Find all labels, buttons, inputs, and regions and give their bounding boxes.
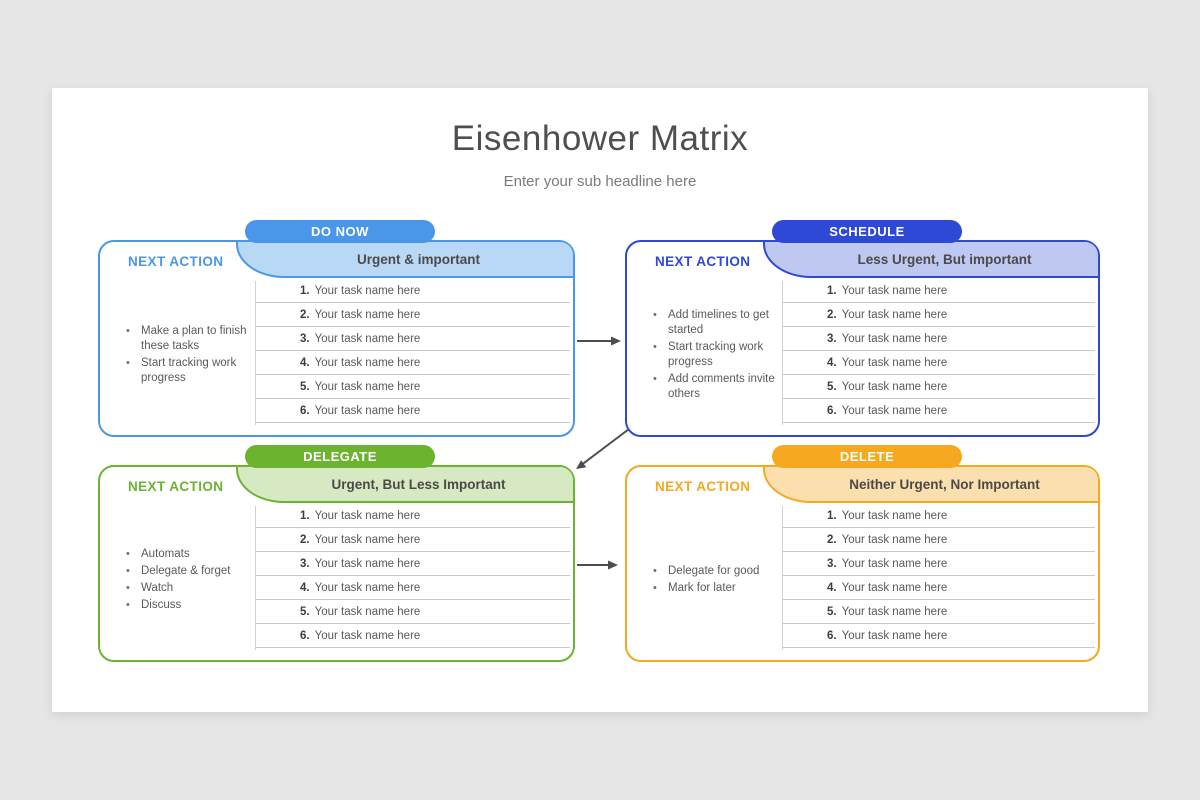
- slide: [52, 88, 1148, 712]
- task-text: Your task name here: [841, 509, 948, 522]
- task-number: 2.: [827, 533, 837, 546]
- bullet-item: • Discuss: [124, 598, 248, 613]
- task-number: 4.: [827, 356, 837, 369]
- task-row: [783, 600, 1095, 624]
- task-number: 4.: [300, 356, 310, 369]
- task-text: Your task name here: [841, 581, 948, 594]
- bullet-item: • Watch: [124, 581, 248, 596]
- task-text: Your task name here: [314, 533, 421, 546]
- task-text: Your task name here: [314, 557, 421, 570]
- task-number: 4.: [300, 581, 310, 594]
- task-list: [256, 504, 570, 648]
- task-text: Your task name here: [314, 356, 421, 369]
- bullet-item: • Add timelines to get started: [651, 308, 775, 338]
- task-text: Your task name here: [314, 332, 421, 345]
- task-number: 2.: [300, 533, 310, 546]
- task-text: Your task name here: [841, 308, 948, 321]
- next-action-label: NEXT ACTION: [128, 254, 224, 269]
- task-row: [783, 528, 1095, 552]
- quadrant-delete: [625, 449, 1100, 662]
- task-number: 5.: [300, 605, 310, 618]
- task-text: Your task name here: [314, 308, 421, 321]
- task-row: [256, 279, 570, 303]
- task-row: [783, 303, 1095, 327]
- task-text: Your task name here: [841, 605, 948, 618]
- task-number: 6.: [300, 404, 310, 417]
- task-text: Your task name here: [314, 380, 421, 393]
- bullet-item: • Automats: [124, 547, 248, 562]
- task-number: 5.: [827, 605, 837, 618]
- task-row: [256, 504, 570, 528]
- quadrant-tab-do-now: DO NOW: [245, 220, 435, 243]
- task-number: 5.: [827, 380, 837, 393]
- task-row: [783, 327, 1095, 351]
- task-row: [783, 624, 1095, 648]
- task-text: Your task name here: [314, 284, 421, 297]
- quadrant-header-delegate: Urgent, But Less Important: [236, 467, 573, 503]
- task-number: 1.: [300, 509, 310, 522]
- arrow-do-now-to-schedule-icon: [577, 337, 621, 346]
- task-number: 1.: [827, 284, 837, 297]
- task-row: [256, 303, 570, 327]
- task-text: Your task name here: [314, 404, 421, 417]
- next-action-list: [124, 282, 248, 427]
- task-row: [256, 576, 570, 600]
- next-action-label: NEXT ACTION: [128, 479, 224, 494]
- task-number: 2.: [827, 308, 837, 321]
- task-row: [256, 399, 570, 423]
- task-text: Your task name here: [841, 380, 948, 393]
- task-text: Your task name here: [314, 605, 421, 618]
- task-row: [783, 504, 1095, 528]
- task-row: [256, 552, 570, 576]
- task-row: [256, 351, 570, 375]
- task-row: [783, 375, 1095, 399]
- quadrant-schedule: [625, 224, 1100, 437]
- task-row: [783, 576, 1095, 600]
- quadrant-header-do-now: Urgent & important: [236, 242, 573, 278]
- task-number: 1.: [300, 284, 310, 297]
- quadrant-tab-delegate: DELEGATE: [245, 445, 435, 468]
- task-row: [783, 399, 1095, 423]
- next-action-list: [124, 507, 248, 652]
- task-number: 3.: [300, 332, 310, 345]
- next-action-list: [651, 507, 775, 652]
- bullet-item: • Delegate & forget: [124, 564, 248, 579]
- task-text: Your task name here: [314, 509, 421, 522]
- task-text: Your task name here: [314, 581, 421, 594]
- quadrant-tab-delete: DELETE: [772, 445, 962, 468]
- task-text: Your task name here: [314, 629, 421, 642]
- task-list: [256, 279, 570, 423]
- task-list: [783, 279, 1095, 423]
- task-number: 2.: [300, 308, 310, 321]
- task-text: Your task name here: [841, 533, 948, 546]
- next-action-label: NEXT ACTION: [655, 479, 751, 494]
- bullet-item: • Start tracking work progress: [124, 356, 248, 386]
- quadrant-header-schedule: Less Urgent, But important: [763, 242, 1098, 278]
- task-row: [783, 351, 1095, 375]
- quadrant-delegate: [98, 449, 575, 662]
- task-row: [256, 375, 570, 399]
- task-number: 3.: [827, 332, 837, 345]
- task-number: 4.: [827, 581, 837, 594]
- quadrant-do-now: [98, 224, 575, 437]
- task-number: 3.: [300, 557, 310, 570]
- next-action-label: NEXT ACTION: [655, 254, 751, 269]
- task-text: Your task name here: [841, 557, 948, 570]
- task-text: Your task name here: [841, 629, 948, 642]
- task-text: Your task name here: [841, 404, 948, 417]
- task-number: 1.: [827, 509, 837, 522]
- quadrant-tab-schedule: SCHEDULE: [772, 220, 962, 243]
- quadrant-header-delete: Neither Urgent, Nor Important: [763, 467, 1098, 503]
- task-row: [256, 624, 570, 648]
- task-number: 5.: [300, 380, 310, 393]
- task-text: Your task name here: [841, 284, 948, 297]
- task-list: [783, 504, 1095, 648]
- page-subtitle: Enter your sub headline here: [503, 173, 697, 190]
- task-row: [256, 600, 570, 624]
- page-title: Eisenhower Matrix: [451, 119, 749, 158]
- task-row: [256, 528, 570, 552]
- task-number: 6.: [827, 629, 837, 642]
- arrow-delegate-to-delete-icon: [577, 561, 618, 570]
- next-action-list: [651, 282, 775, 427]
- task-row: [783, 279, 1095, 303]
- task-number: 6.: [300, 629, 310, 642]
- bullet-item: • Add comments invite others: [651, 372, 775, 402]
- bullet-item: • Delegate for good: [651, 564, 775, 579]
- task-text: Your task name here: [841, 332, 948, 345]
- task-row: [783, 552, 1095, 576]
- task-row: [256, 327, 570, 351]
- task-number: 3.: [827, 557, 837, 570]
- bullet-item: • Start tracking work progress: [651, 340, 775, 370]
- bullet-item: • Mark for later: [651, 581, 775, 596]
- task-text: Your task name here: [841, 356, 948, 369]
- bullet-item: • Make a plan to finish these tasks: [124, 324, 248, 354]
- task-number: 6.: [827, 404, 837, 417]
- arrow-schedule-to-delegate-icon: [576, 429, 629, 469]
